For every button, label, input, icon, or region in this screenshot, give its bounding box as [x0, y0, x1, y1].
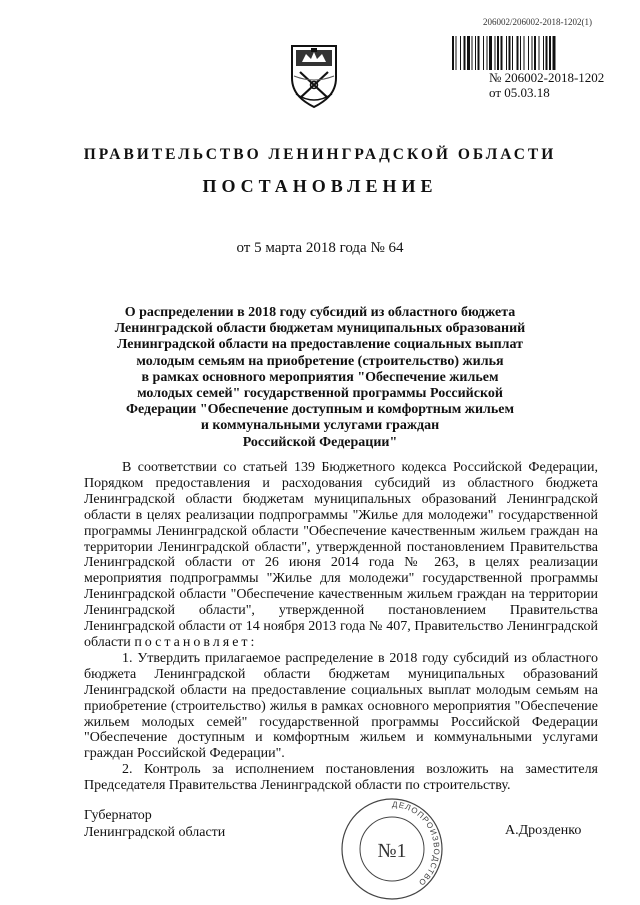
svg-text:№1: №1: [377, 840, 407, 862]
signatory-position: [84, 807, 225, 841]
title-line: Ленинградской области на предоставление социальных выплат: [116, 337, 524, 353]
title-line: и коммунальными услугами граждан: [200, 418, 440, 434]
registration-number: № 206002-2018-1202: [489, 70, 605, 85]
title-line: молодым семьям на приобретение (строительство) жилья: [136, 353, 504, 369]
title-line: в рамках основного мероприятия "Обеспечение жильем: [141, 369, 499, 385]
document-body: [84, 460, 598, 794]
registration-block: [489, 70, 604, 100]
signatory-title: Губернатор: [84, 808, 152, 823]
registration-date: от 05.03.18: [489, 85, 550, 100]
decree-verb: постановляет:: [134, 634, 258, 650]
title-line: молодых семей" государственной программы Российской: [137, 386, 503, 402]
document-code: 206002/206002-2018-1202(1): [483, 17, 592, 27]
document-date: от 5 марта 2018 года № 64: [236, 240, 404, 256]
paragraph-item-1: 1. Утвердить прилагаемое распределение в 2018 году субсидий из областного бюджета Ленинградской области бюджетам муниципальных образований Ленинградской области на предоставление социальных выплат молодым семьям на приобретение (строительство) жилья в рамках основного мероприятия "Обеспечение жильем молодых семей" государственной программы Российской Федерации "Обеспечение доступным и комфортным жильем и коммунальными услугами граждан Российской Федерации".: [84, 650, 598, 762]
title-line: О распределении в 2018 году субсидий из областного бюджета: [124, 305, 516, 320]
document-type: ПОСТАНОВЛЕНИЕ: [202, 176, 438, 196]
signatory-name: А.Дрозденко: [505, 823, 582, 838]
title-line: Российской Федерации": [242, 434, 398, 450]
stamp-seal-icon: [338, 795, 446, 903]
paragraph-item-2: 2. Контроль за исполнением постановления возложить на заместителя Председателя Правительства Ленинградской области по строительству.: [84, 762, 598, 794]
title-line: Ленинградской области бюджетам муниципальных образований: [114, 321, 526, 337]
document-title: [100, 305, 540, 451]
svg-text:ДЕЛОПРОИЗВОДСТВО: ДЕЛОПРОИЗВОДСТВО: [391, 799, 442, 888]
coat-of-arms-icon: [284, 40, 344, 110]
signatory-region: Ленинградской области: [84, 825, 226, 840]
preamble-text: В соответствии со статьей 139 Бюджетного кодекса Российской Федерации, Порядком предоставления и расходования субсидий из областного бюджета Ленинградской области бюджетам муниципальных образований Ленинградской области в целях реализации подпрограммы "Жилье для молодежи" государственной программы Ленинградской области "Обеспечение качественным жильем граждан на территории Ленинградской области", утвержденной постановлением Правительства Ленинградской области от 26 июня 2014 года № 263, в целях реализации мероприятия подпрограммы "Жилье для молодежи" государственной программы Ленинградской области "Обеспечение качественным жильем граждан на территории Ленинградской области", утвержденной постановлением Правительства Ленинградской области от 14 ноября 2013 года № 407, Правительство Ленинградской области: [84, 460, 598, 650]
barcode-icon: [452, 36, 600, 70]
paragraph-preamble: [84, 460, 598, 651]
government-heading: ПРАВИТЕЛЬСТВО ЛЕНИНГРАДСКОЙ ОБЛАСТИ: [83, 146, 557, 163]
title-line: Федерации "Обеспечение доступным и комфортным жильем: [125, 402, 515, 418]
